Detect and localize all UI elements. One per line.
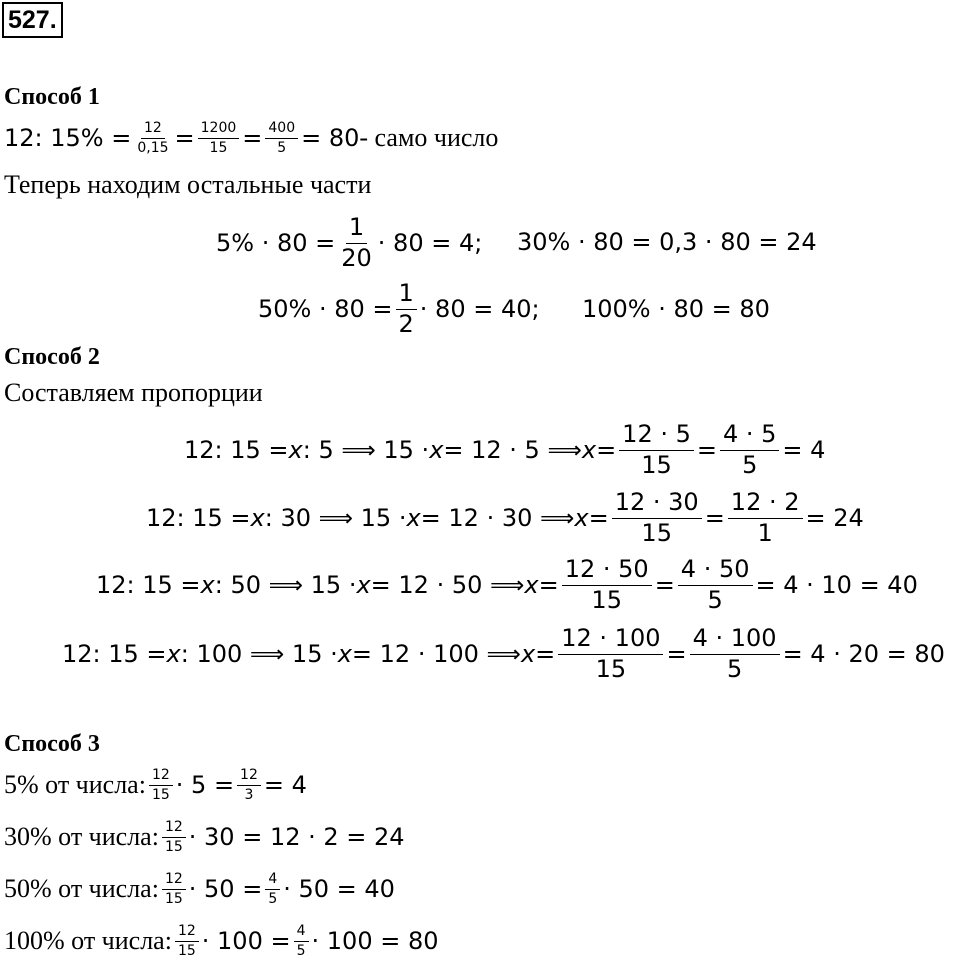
m1l1-eq2: =: [242, 124, 263, 152]
problem-number: 527.: [2, 2, 63, 38]
method1-text: Теперь находим остальные части: [4, 170, 372, 199]
var-x: x: [250, 504, 265, 532]
var-x: x: [406, 504, 421, 532]
fraction: 12 15: [175, 923, 199, 958]
method3-heading: Способ 3: [4, 731, 100, 757]
var-x: x: [524, 571, 539, 599]
fraction: $\frac{12 \cdot 50}{15}$: [562, 556, 652, 614]
proportion-row: 12: 15 = x : 50 ⟹ 15 · x = 12 · 50 ⟹ x = $\frac{12 \cdot 50}{15}$ = $\frac{4 \cdot 50}{5}$ = 4 · 10 = 40: [96, 554, 918, 614]
method2-heading: Способ 2: [4, 344, 100, 370]
fraction: 12 15: [162, 819, 186, 854]
fraction: $\frac{4}{5}$: [265, 871, 280, 906]
var-x: x: [574, 504, 589, 532]
method3-row: 5% от числа: 12 15 · 5 = $\frac{12}{3}$ = 4: [4, 767, 307, 803]
m1l1-frac3: $\frac{400}{5}$: [265, 120, 298, 155]
var-x: x: [288, 436, 303, 464]
fraction: $\frac{4 \cdot 5}{5}$: [720, 421, 779, 479]
method3-row: 30% от числа: 12 15 · 30 = 12 · 2 = 24: [4, 819, 405, 855]
method1-row2b: 100% · 80 = 80: [582, 295, 770, 323]
r1a-frac: $\frac{1}{20}$: [341, 212, 372, 272]
method1-line1: [4, 113, 498, 163]
var-x: x: [581, 436, 597, 464]
fraction: 12 15: [149, 767, 173, 802]
m1l1-frac1: $\frac{12}{0,15}$: [137, 120, 169, 156]
method3-row: 50% от числа: 12 15 · 50 = $\frac{4}{5}$ · 50 = 40: [4, 871, 395, 907]
fraction: $\frac{12 \cdot 30}{15}$: [612, 489, 702, 547]
method1-row1a: [216, 212, 482, 274]
fraction: $\frac{12}{3}$: [237, 767, 261, 802]
m1l1-tail: = 80: [301, 124, 360, 152]
r2a-frac: $\frac{1}{2}$: [396, 280, 417, 338]
var-x: x: [356, 571, 371, 599]
m1l1-tail-text: - само число: [359, 123, 499, 152]
fraction: $\frac{12 \cdot 2}{1}$: [728, 489, 803, 547]
var-x: x: [520, 640, 536, 668]
method1-heading: Способ 1: [4, 84, 100, 110]
fraction: $\frac{12 \cdot 100}{15}$: [558, 625, 663, 683]
fraction: $\frac{4 \cdot 50}{5}$: [678, 556, 753, 614]
m1l1-frac2: $\frac{1200}{15}$: [198, 120, 240, 155]
m1l1-eq1: =: [174, 124, 195, 152]
method1-row1b: 30% · 80 = 0,3 · 80 = 24: [517, 228, 817, 256]
fraction: $\frac{4}{5}$: [294, 923, 309, 958]
r1a-left: 5% · 80 =: [216, 229, 336, 257]
method3-row: 100% от числа: 12 15 · 100 = $\frac{4}{5}$ · 100 = 80: [4, 923, 439, 959]
method1-row2a: [258, 279, 540, 339]
fraction: $\frac{4 \cdot 100}{5}$: [690, 625, 780, 683]
proportion-row: 12: 15 = x : 30 ⟹ 15 · x = 12 · 30 ⟹ x = $\frac{12 \cdot 30}{15}$ = $\frac{12 \cdot 2}{1}$ = 24: [146, 487, 864, 547]
r2a-left: 50% · 80 =: [258, 295, 393, 323]
var-x: x: [337, 640, 352, 668]
proportion-row: 12: 15 = x : 5 ⟹ 15 · x = 12 · 5 ⟹ x = $\frac{12 \cdot 5}{15}$ = $\frac{4 \cdot 5}{5}$ = 4: [184, 419, 826, 479]
var-x: x: [429, 436, 444, 464]
var-x: x: [166, 640, 181, 668]
method2-text: Составляем пропорции: [4, 378, 263, 407]
fraction: 12 15: [162, 871, 186, 906]
m1l1-left: 12: 15% =: [4, 124, 132, 152]
fraction: $\frac{12 \cdot 5}{15}$: [619, 421, 694, 479]
proportion-row: 12: 15 = x : 100 ⟹ 15 · x = 12 · 100 ⟹ x = $\frac{12 \cdot 100}{15}$ = $\frac{4 \cdot 100}{5}$ = 4 · 20 = 80: [62, 623, 945, 683]
r2a-right: · 80 = 40;: [419, 295, 540, 323]
r1a-right: · 80 = 4;: [377, 229, 483, 257]
var-x: x: [200, 571, 215, 599]
